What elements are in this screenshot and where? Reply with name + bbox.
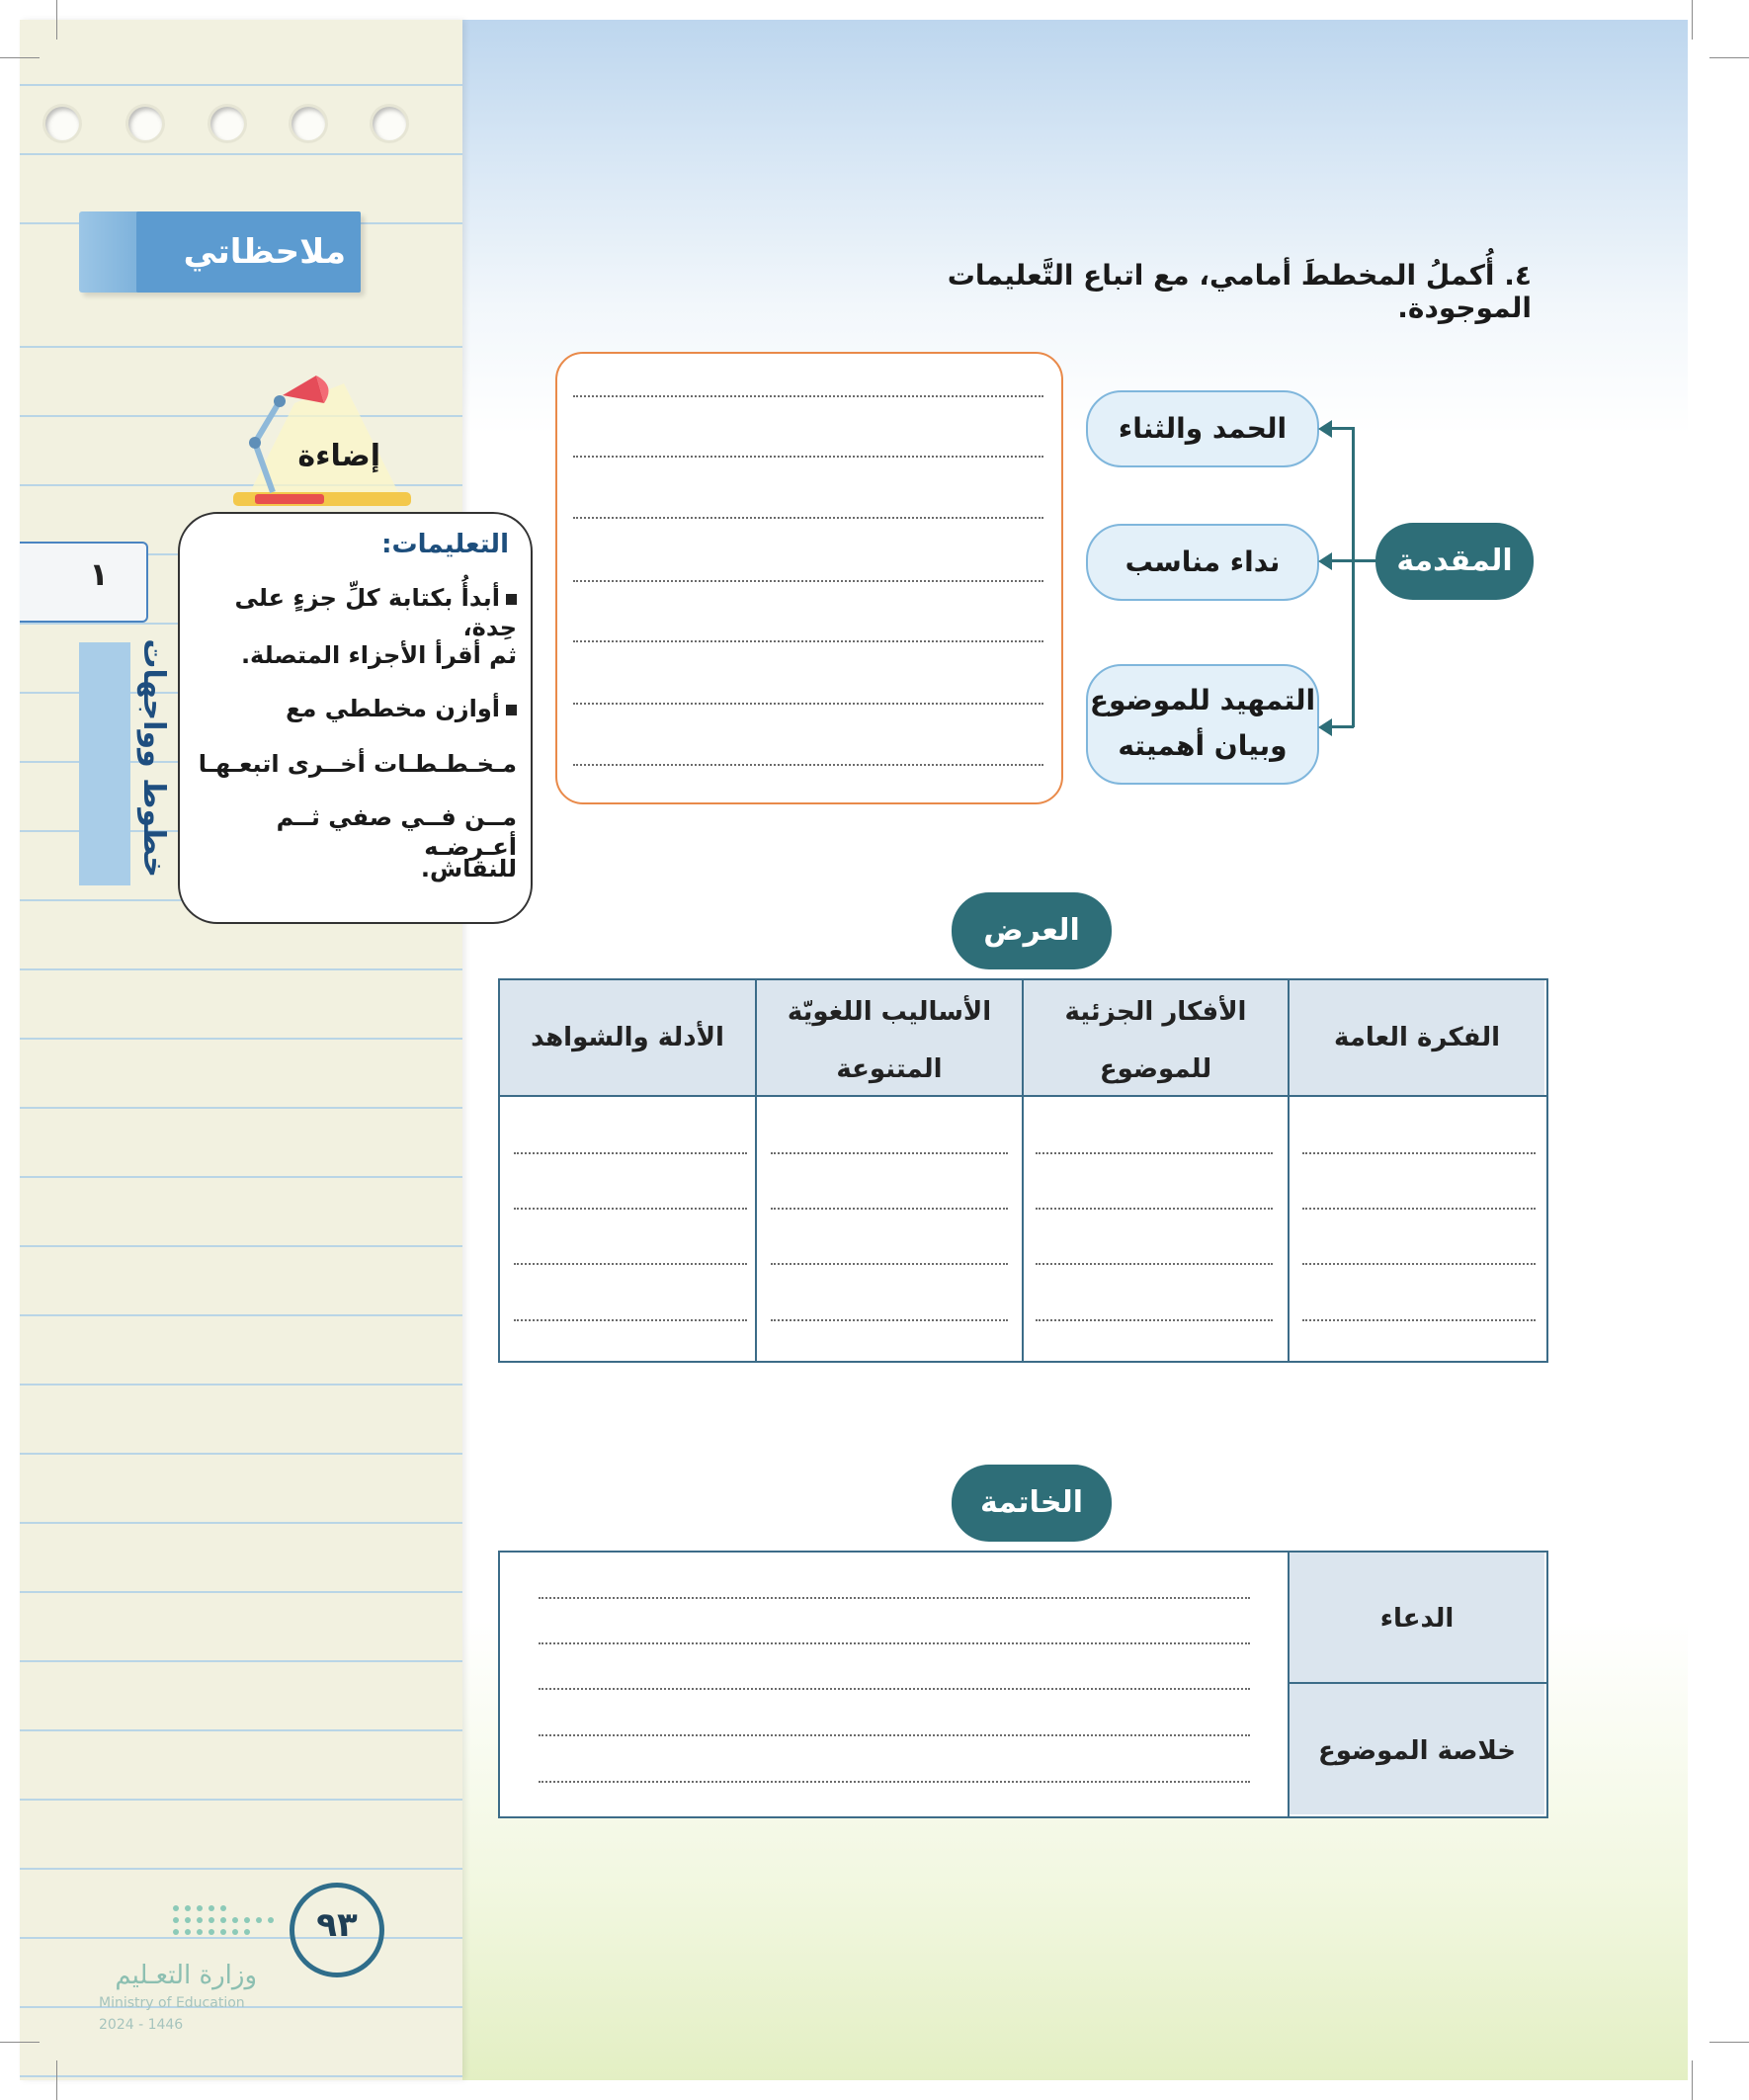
crop-mark bbox=[56, 0, 57, 40]
answer-line[interactable] bbox=[1036, 1263, 1273, 1265]
table-divider bbox=[755, 978, 757, 1361]
arrow-icon bbox=[1318, 552, 1332, 570]
answer-line[interactable] bbox=[573, 580, 1043, 582]
body-section-label: العرض bbox=[952, 892, 1112, 969]
answer-line[interactable] bbox=[539, 1688, 1250, 1690]
answer-line[interactable] bbox=[1036, 1319, 1273, 1321]
column-header-sub-ideas-line1: الأفكار الجزئية bbox=[1064, 997, 1247, 1027]
binder-hole bbox=[128, 107, 162, 140]
answer-line[interactable] bbox=[514, 1208, 747, 1210]
answer-line[interactable] bbox=[1302, 1319, 1536, 1321]
answer-line[interactable] bbox=[1302, 1263, 1536, 1265]
connector-line bbox=[1330, 559, 1354, 562]
notebook-sidebar bbox=[20, 20, 462, 2080]
ministry-name-english: Ministry of Education bbox=[99, 1995, 245, 2011]
crop-mark bbox=[1692, 0, 1693, 40]
row-header-summary: خلاصة الموضوع bbox=[1317, 1736, 1516, 1766]
column-header-styles-line2: المتنوعة bbox=[836, 1054, 943, 1084]
binder-hole bbox=[45, 107, 79, 140]
binder-hole bbox=[373, 107, 406, 140]
answer-line[interactable] bbox=[1302, 1208, 1536, 1210]
column-header-styles-line1: الأساليب اللغويّة bbox=[787, 997, 992, 1027]
chapter-ribbon bbox=[79, 642, 130, 885]
connector-line bbox=[1330, 427, 1354, 430]
answer-line[interactable] bbox=[539, 1734, 1250, 1736]
answer-line[interactable] bbox=[514, 1263, 747, 1265]
answer-line[interactable] bbox=[573, 517, 1043, 519]
crop-mark bbox=[0, 57, 40, 58]
answer-line[interactable] bbox=[514, 1319, 747, 1321]
conclusion-label: الخاتمة bbox=[952, 1465, 1112, 1542]
instruction-line: للنقاش. bbox=[420, 855, 517, 882]
intro-item-praise: الحمد والثناء bbox=[1086, 390, 1319, 467]
intro-item-preface bbox=[1086, 664, 1319, 785]
answer-line[interactable] bbox=[771, 1263, 1008, 1265]
answer-line[interactable] bbox=[1036, 1208, 1273, 1210]
instruction-line: ثم أقرأ الأجزاء المتصلة. bbox=[240, 641, 517, 669]
answer-line[interactable] bbox=[573, 456, 1043, 458]
arrow-icon bbox=[1318, 718, 1332, 736]
row-header-prayer: الدعاء bbox=[1379, 1604, 1455, 1634]
instruction-line: مـخـطـطـات أخــرى اتبعـهـا bbox=[198, 750, 517, 778]
crop-mark bbox=[56, 2060, 57, 2100]
connector-line bbox=[1330, 725, 1354, 728]
answer-line[interactable] bbox=[539, 1597, 1250, 1599]
crop-mark bbox=[1692, 2060, 1693, 2100]
column-header-evidence: الأدلة والشواهد bbox=[531, 1023, 724, 1052]
answer-line[interactable] bbox=[573, 764, 1043, 766]
connector-line bbox=[1354, 559, 1375, 562]
answer-line[interactable] bbox=[539, 1781, 1250, 1783]
crop-mark bbox=[0, 2042, 40, 2043]
ministry-logo-dots-icon bbox=[173, 1899, 282, 1945]
question-text: ٤. أُكملُ المخططَ أمامي، مع اتباع التَّعليمات الموجودة. bbox=[947, 259, 1532, 324]
introduction-answer-box bbox=[555, 352, 1063, 804]
answer-line[interactable] bbox=[771, 1152, 1008, 1154]
table-divider bbox=[1022, 978, 1024, 1361]
academic-year: 2024 - 1446 bbox=[99, 2017, 184, 2033]
answer-line[interactable] bbox=[573, 395, 1043, 397]
instructions-title: التعليمات: bbox=[381, 530, 509, 559]
column-header-sub-ideas-line2: للموضوع bbox=[1099, 1054, 1212, 1084]
answer-line[interactable] bbox=[771, 1208, 1008, 1210]
answer-line[interactable] bbox=[539, 1642, 1250, 1644]
table-divider bbox=[1290, 1682, 1546, 1684]
answer-line[interactable] bbox=[771, 1319, 1008, 1321]
crop-mark bbox=[1709, 2042, 1749, 2043]
intro-item-preface-line1: التمهيد للموضوع bbox=[1089, 684, 1316, 716]
tip-label: إضاءة bbox=[297, 439, 380, 473]
column-header-general-idea: الفكرة العامة bbox=[1333, 1023, 1501, 1052]
ministry-name-arabic: وزارة التعـليم bbox=[115, 1961, 257, 1990]
answer-line[interactable] bbox=[573, 703, 1043, 705]
desk-lamp-icon bbox=[225, 364, 413, 512]
introduction-label: المقدمة bbox=[1375, 523, 1534, 600]
page-number: ٩٣ bbox=[316, 1905, 358, 1945]
answer-line[interactable] bbox=[573, 640, 1043, 642]
binder-hole bbox=[292, 107, 325, 140]
chapter-number: ١ bbox=[89, 555, 109, 593]
answer-line[interactable] bbox=[1302, 1152, 1536, 1154]
arrow-icon bbox=[1318, 420, 1332, 438]
instruction-line: مــن فــي صفي ثــم أعـرضـه bbox=[276, 803, 517, 861]
notes-title: ملاحظاتي bbox=[183, 232, 346, 272]
crop-mark bbox=[1709, 57, 1749, 58]
connector-line bbox=[1352, 427, 1355, 727]
answer-line[interactable] bbox=[1036, 1152, 1273, 1154]
intro-item-preface-line2: وبيان أهميته bbox=[1118, 729, 1288, 762]
answer-line[interactable] bbox=[514, 1152, 747, 1154]
chapter-title: خطوط وواجهات bbox=[136, 638, 171, 878]
intro-item-address: نداء مناسب bbox=[1086, 524, 1319, 601]
binder-hole bbox=[210, 107, 244, 140]
instruction-line: أوازن مخططي مع bbox=[181, 694, 517, 723]
instruction-line: أبدأُ بكتابة كلِّ جزءٍ على حِدة، bbox=[234, 584, 517, 641]
